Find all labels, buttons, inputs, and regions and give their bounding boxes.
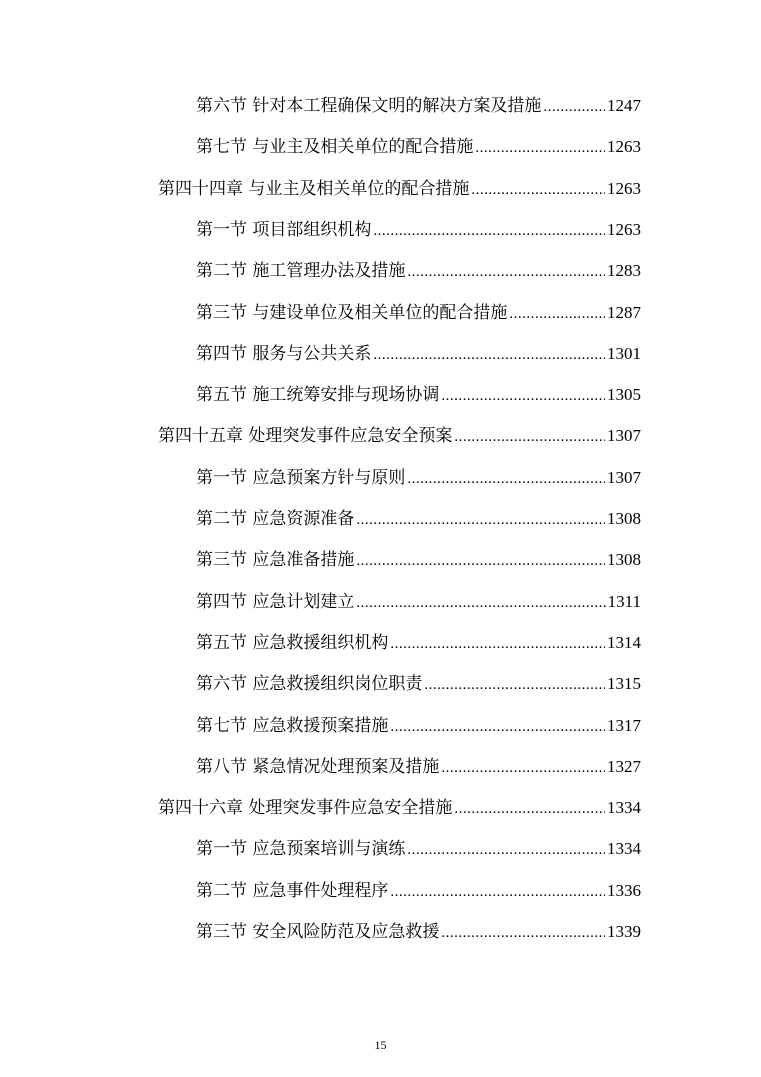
toc-dot-leader [454, 794, 605, 824]
page-number: 15 [374, 1038, 387, 1052]
toc-section-entry[interactable] [196, 876, 641, 906]
toc-entry-title: 第一节 应急预案培训与演练 [196, 839, 406, 859]
toc-entry-page: 1317 [607, 716, 641, 735]
toc-entry-title: 第四十六章 处理突发事件应急安全措施 [158, 798, 453, 818]
toc-dot-leader [390, 629, 605, 659]
toc-entry-page: 1327 [607, 757, 641, 776]
toc-entry-page: 1263 [607, 137, 641, 156]
toc-dot-leader [407, 464, 605, 494]
toc-section-entry[interactable] [196, 132, 641, 162]
toc-dot-leader [407, 835, 605, 865]
toc-entry-page: 1305 [607, 385, 641, 404]
toc-dot-leader [424, 670, 605, 700]
toc-section-entry[interactable] [196, 545, 641, 575]
toc-section-entry[interactable] [196, 339, 641, 369]
toc-section-entry[interactable] [196, 504, 641, 534]
toc-entry-title: 第一节 应急预案方针与原则 [196, 468, 406, 488]
toc-dot-leader [356, 588, 605, 618]
toc-entry-title: 第二节 应急资源准备 [196, 509, 355, 529]
toc-section-entry[interactable] [196, 669, 641, 699]
toc-dot-leader [509, 299, 605, 329]
toc-section-entry[interactable] [196, 380, 641, 410]
toc-section-entry[interactable] [196, 298, 641, 328]
toc-section-entry[interactable] [196, 917, 641, 947]
toc-entry-page: 1336 [607, 881, 641, 900]
toc-entry-title: 第四节 应急计划建立 [196, 592, 355, 612]
toc-section-entry[interactable] [196, 463, 641, 493]
toc-entry-page: 1308 [607, 550, 641, 569]
toc-dot-leader [454, 422, 605, 452]
toc-entry-page: 1301 [607, 344, 641, 363]
toc-entry-page: 1263 [607, 220, 641, 239]
toc-section-entry[interactable] [196, 711, 641, 741]
toc-entry-title: 第三节 安全风险防范及应急救援 [196, 922, 440, 942]
toc-dot-leader [441, 753, 605, 783]
toc-dot-leader [390, 712, 605, 742]
toc-entry-page: 1247 [607, 96, 641, 115]
toc-entry-title: 第五节 应急救援组织机构 [196, 633, 389, 653]
toc-chapter-entry[interactable] [158, 421, 641, 451]
toc-entry-page: 1307 [607, 468, 641, 487]
toc-entry-title: 第一节 项目部组织机构 [196, 220, 372, 240]
toc-entry-page: 1311 [607, 592, 641, 611]
toc-entry-title: 第七节 与业主及相关单位的配合措施 [196, 137, 474, 157]
toc-chapter-entry[interactable] [158, 793, 641, 823]
toc-section-entry[interactable] [196, 215, 641, 245]
toc-dot-leader [441, 381, 605, 411]
toc-dot-leader [356, 546, 605, 576]
toc-entry-page: 1283 [607, 261, 641, 280]
toc-entry-title: 第四节 服务与公共关系 [196, 344, 372, 364]
toc-entry-title: 第二节 应急事件处理程序 [196, 881, 389, 901]
toc-dot-leader [390, 877, 605, 907]
toc-entry-title: 第四十五章 处理突发事件应急安全预案 [158, 426, 453, 446]
toc-entry-page: 1315 [607, 674, 641, 693]
toc-dot-leader [356, 505, 605, 535]
toc-dot-leader [543, 92, 605, 122]
toc-section-entry[interactable] [196, 91, 641, 121]
toc-section-entry[interactable] [196, 628, 641, 658]
toc-entry-page: 1263 [607, 179, 641, 198]
toc-entry-page: 1334 [607, 798, 641, 817]
toc-section-entry[interactable] [196, 752, 641, 782]
toc-entry-title: 第五节 施工统筹安排与现场协调 [196, 385, 440, 405]
toc-dot-leader [475, 133, 605, 163]
toc-entry-title: 第三节 应急准备措施 [196, 550, 355, 570]
toc-dot-leader [471, 175, 605, 205]
toc-entry-title: 第三节 与建设单位及相关单位的配合措施 [196, 303, 508, 323]
toc-entry-title: 第六节 针对本工程确保文明的解决方案及措施 [196, 96, 542, 116]
toc-entry-page: 1287 [607, 303, 641, 322]
toc-section-entry[interactable] [196, 834, 641, 864]
toc-entry-title: 第八节 紧急情况处理预案及措施 [196, 757, 440, 777]
toc-entry-page: 1334 [607, 839, 641, 858]
toc-dot-leader [407, 257, 605, 287]
toc-entry-page: 1307 [607, 426, 641, 445]
toc-entry-page: 1308 [607, 509, 641, 528]
toc-entry-page: 1339 [607, 922, 641, 941]
toc-entry-title: 第七节 应急救援预案措施 [196, 716, 389, 736]
toc-entry-title: 第六节 应急救援组织岗位职责 [196, 674, 423, 694]
toc-entry-title: 第四十四章 与业主及相关单位的配合措施 [158, 179, 470, 199]
toc-chapter-entry[interactable] [158, 174, 641, 204]
toc-dot-leader [373, 340, 605, 370]
toc-dot-leader [441, 918, 605, 948]
toc-section-entry[interactable] [196, 256, 641, 286]
toc-dot-leader [373, 216, 605, 246]
toc-section-entry[interactable] [196, 587, 641, 617]
toc-entry-page: 1314 [607, 633, 641, 652]
toc-entry-title: 第二节 施工管理办法及措施 [196, 261, 406, 281]
